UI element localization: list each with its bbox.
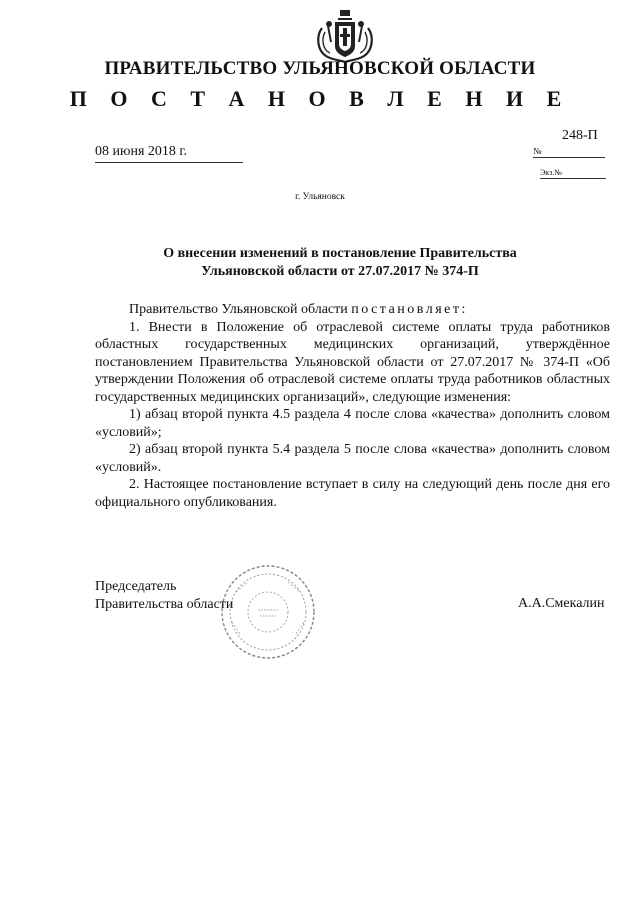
copy-number-label: Экз.№ bbox=[540, 168, 606, 179]
paragraph-2: 2. Настоящее постановление вступает в силу на следующий день после дня его официального опубликования. bbox=[95, 477, 610, 510]
signer-position-line-1: Председатель bbox=[95, 579, 177, 594]
intro-decree-word: постановляет bbox=[351, 302, 462, 317]
signer-position bbox=[95, 578, 233, 614]
subject-line-2: Ульяновской области от 27.07.2017 № 374-П bbox=[201, 264, 479, 279]
signer-name: А.А.Смекалин bbox=[518, 596, 605, 611]
paragraph-1: 1. Внести в Положение об отраслевой системе оплаты труда работников областных государственных медицинских организаций, утверждённое постановлением Правительства Ульяновской области от 27.07.2017 № 374-П «Об утверждении Положения об отраслевой системе оплаты труда работников областных государственных медицинских организаций», следующие изменения: bbox=[95, 319, 610, 405]
document-type: П О С Т А Н О В Л Е Н И Е bbox=[69, 86, 571, 111]
intro-suffix: : bbox=[461, 302, 466, 317]
document-date: 08 июня 2018 г. bbox=[95, 144, 243, 163]
intro-paragraph bbox=[95, 301, 610, 319]
city-label: г. Ульяновск bbox=[295, 192, 345, 202]
coat-of-arms-icon bbox=[314, 6, 376, 64]
intro-prefix: Правительство Ульяновской области bbox=[129, 302, 352, 317]
subject-line-1: О внесении изменений в постановление Правительства bbox=[163, 246, 517, 261]
document-subject bbox=[130, 245, 550, 281]
paragraph-1-item-2: 2) абзац второй пункта 5.4 раздела 5 после слова «качества» дополнить словом «условий». bbox=[95, 442, 610, 475]
number-sign-label: № bbox=[533, 146, 605, 158]
signer-position-line-2: Правительства области bbox=[95, 597, 234, 612]
document-body bbox=[95, 301, 610, 511]
paragraph-1-item-1: 1) абзац второй пункта 4.5 раздела 4 после слова «качества» дополнить словом «условий»; bbox=[95, 407, 610, 440]
document-number: 248-П bbox=[562, 128, 598, 143]
government-title: ПРАВИТЕЛЬСТВО УЛЬЯНОВСКОЙ ОБЛАСТИ bbox=[104, 58, 536, 79]
